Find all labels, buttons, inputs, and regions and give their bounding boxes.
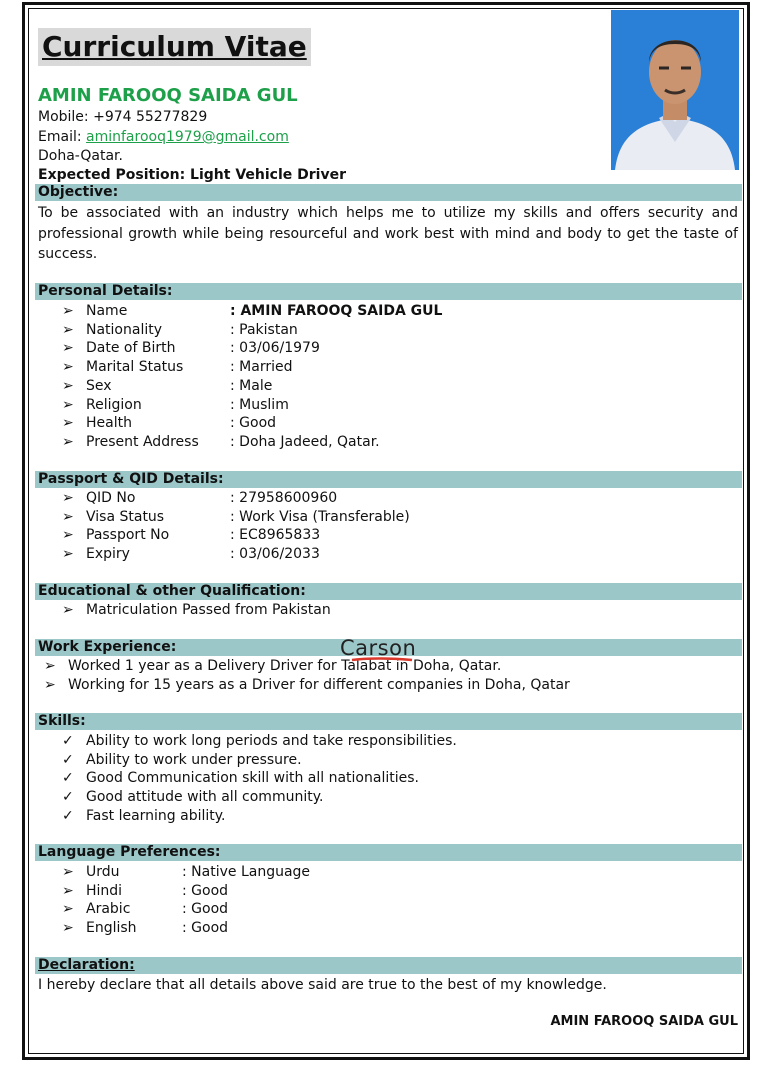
arrow-bullet-icon: ➢ xyxy=(62,303,74,319)
personal-detail-label: Date of Birth xyxy=(86,340,176,357)
passport-detail-value: : 27958600960 xyxy=(230,490,338,506)
signature-name: AMIN FAROOQ SAIDA GUL xyxy=(550,1014,738,1029)
skills-heading: Skills: xyxy=(35,713,742,730)
personal-detail-label: Present Address xyxy=(86,433,199,450)
language-heading: Language Preferences: xyxy=(35,844,742,861)
language-value: : Native Language xyxy=(182,864,311,880)
passport-detail-label: QID No xyxy=(86,490,136,506)
arrow-bullet-icon: ➢ xyxy=(62,396,74,413)
personal-detail-label: Sex xyxy=(86,377,112,394)
personal-detail-value: : Married xyxy=(230,359,293,376)
arrow-bullet-icon: ➢ xyxy=(62,864,74,880)
skill-item: Good attitude with all community. xyxy=(86,789,324,806)
profile-photo xyxy=(611,10,739,170)
education-heading: Educational & other Qualification: xyxy=(35,583,742,600)
personal-detail-value: : Good xyxy=(230,415,277,432)
passport-detail-label: Expiry xyxy=(86,546,130,563)
arrow-bullet-icon: ➢ xyxy=(44,676,56,693)
work-text-after: in Doha, Qatar. xyxy=(391,658,502,674)
work-experience-item xyxy=(68,676,570,695)
personal-detail-label: Nationality xyxy=(86,321,163,338)
objective-text: To be associated with an industry which helps me to utilize my skills and offers security and professional growth while being resourceful and work best with mind and body to get the taste of success. xyxy=(38,205,738,262)
work-text-before: Worked 1 year as a Delivery Driver for xyxy=(68,658,342,674)
education-item: Matriculation Passed from Pakistan xyxy=(86,602,331,618)
personal-detail-label: Name xyxy=(86,303,128,319)
work-text-before: Working for 15 years as a Driver for different companies in Doha, Qatar xyxy=(68,676,570,693)
skill-item: Fast learning ability. xyxy=(86,807,226,824)
personal-details-heading: Personal Details: xyxy=(35,283,742,300)
arrow-bullet-icon: ➢ xyxy=(62,377,74,394)
language-value: : Good xyxy=(182,901,229,918)
check-icon: ✓ xyxy=(62,807,74,824)
arrow-bullet-icon: ➢ xyxy=(62,359,74,376)
arrow-bullet-icon: ➢ xyxy=(62,340,74,357)
red-strike-mark xyxy=(351,657,413,662)
skill-item: Ability to work long periods and take responsibilities. xyxy=(86,733,457,749)
arrow-bullet-icon: ➢ xyxy=(62,433,74,450)
arrow-bullet-icon: ➢ xyxy=(62,546,74,563)
personal-detail-label: Health xyxy=(86,415,132,432)
arrow-bullet-icon: ➢ xyxy=(62,415,74,432)
language-value: : Good xyxy=(182,920,229,937)
check-icon: ✓ xyxy=(62,733,74,749)
arrow-bullet-icon: ➢ xyxy=(62,882,74,899)
mobile-line: Mobile: +974 55277829 xyxy=(38,109,208,125)
personal-detail-label: Marital Status xyxy=(86,359,184,376)
email-label: Email: xyxy=(38,129,87,145)
personal-detail-value: : 03/06/1979 xyxy=(230,340,320,357)
passport-detail-label: Passport No xyxy=(86,527,170,544)
arrow-bullet-icon: ➢ xyxy=(62,602,74,618)
work-experience-item xyxy=(68,657,501,676)
passport-detail-value: : Work Visa (Transferable) xyxy=(230,508,410,525)
email-link[interactable]: aminfarooq1979@gmail.com xyxy=(86,129,289,145)
passport-detail-label: Visa Status xyxy=(86,508,165,525)
portrait-image xyxy=(611,10,739,170)
personal-detail-value: : Doha Jadeed, Qatar. xyxy=(230,433,380,450)
personal-detail-label: Religion xyxy=(86,396,142,413)
work-experience-heading: Work Experience: xyxy=(35,639,742,656)
check-icon: ✓ xyxy=(62,789,74,806)
language-label: Urdu xyxy=(86,864,120,880)
passport-details-heading: Passport & QID Details: xyxy=(35,471,742,488)
handwritten-annotation: Carson xyxy=(340,636,417,660)
arrow-bullet-icon: ➢ xyxy=(62,490,74,506)
arrow-bullet-icon: ➢ xyxy=(62,920,74,937)
email-line xyxy=(38,128,289,147)
document-title: Curriculum Vitae xyxy=(38,28,311,66)
skill-item: Ability to work under pressure. xyxy=(86,751,302,768)
personal-detail-value: : Muslim xyxy=(230,396,289,413)
expected-position: Expected Position: Light Vehicle Driver xyxy=(38,167,346,183)
passport-detail-value: : 03/06/2033 xyxy=(230,546,320,563)
passport-detail-value: : EC8965833 xyxy=(230,527,321,544)
declaration-heading: Declaration: xyxy=(35,957,742,974)
personal-detail-value: : Male xyxy=(230,377,273,394)
personal-detail-value: : AMIN FAROOQ SAIDA GUL xyxy=(230,303,443,319)
objective-heading: Objective: xyxy=(35,184,742,201)
arrow-bullet-icon: ➢ xyxy=(62,508,74,525)
candidate-name: AMIN FAROOQ SAIDA GUL xyxy=(38,85,298,106)
language-label: Arabic xyxy=(86,901,131,918)
work-text-struck: Talabat xyxy=(341,658,392,674)
language-value: : Good xyxy=(182,882,229,899)
location-line: Doha-Qatar. xyxy=(38,148,123,164)
check-icon: ✓ xyxy=(62,770,74,787)
personal-detail-value: : Pakistan xyxy=(230,321,298,338)
skill-item: Good Communication skill with all nationalities. xyxy=(86,770,419,787)
arrow-bullet-icon: ➢ xyxy=(62,321,74,338)
check-icon: ✓ xyxy=(62,751,74,768)
language-label: English xyxy=(86,920,137,937)
arrow-bullet-icon: ➢ xyxy=(62,901,74,918)
arrow-bullet-icon: ➢ xyxy=(62,527,74,544)
language-label: Hindi xyxy=(86,882,123,899)
declaration-text: I hereby declare that all details above said are true to the best of my knowledge. xyxy=(38,977,607,993)
arrow-bullet-icon: ➢ xyxy=(44,658,56,674)
